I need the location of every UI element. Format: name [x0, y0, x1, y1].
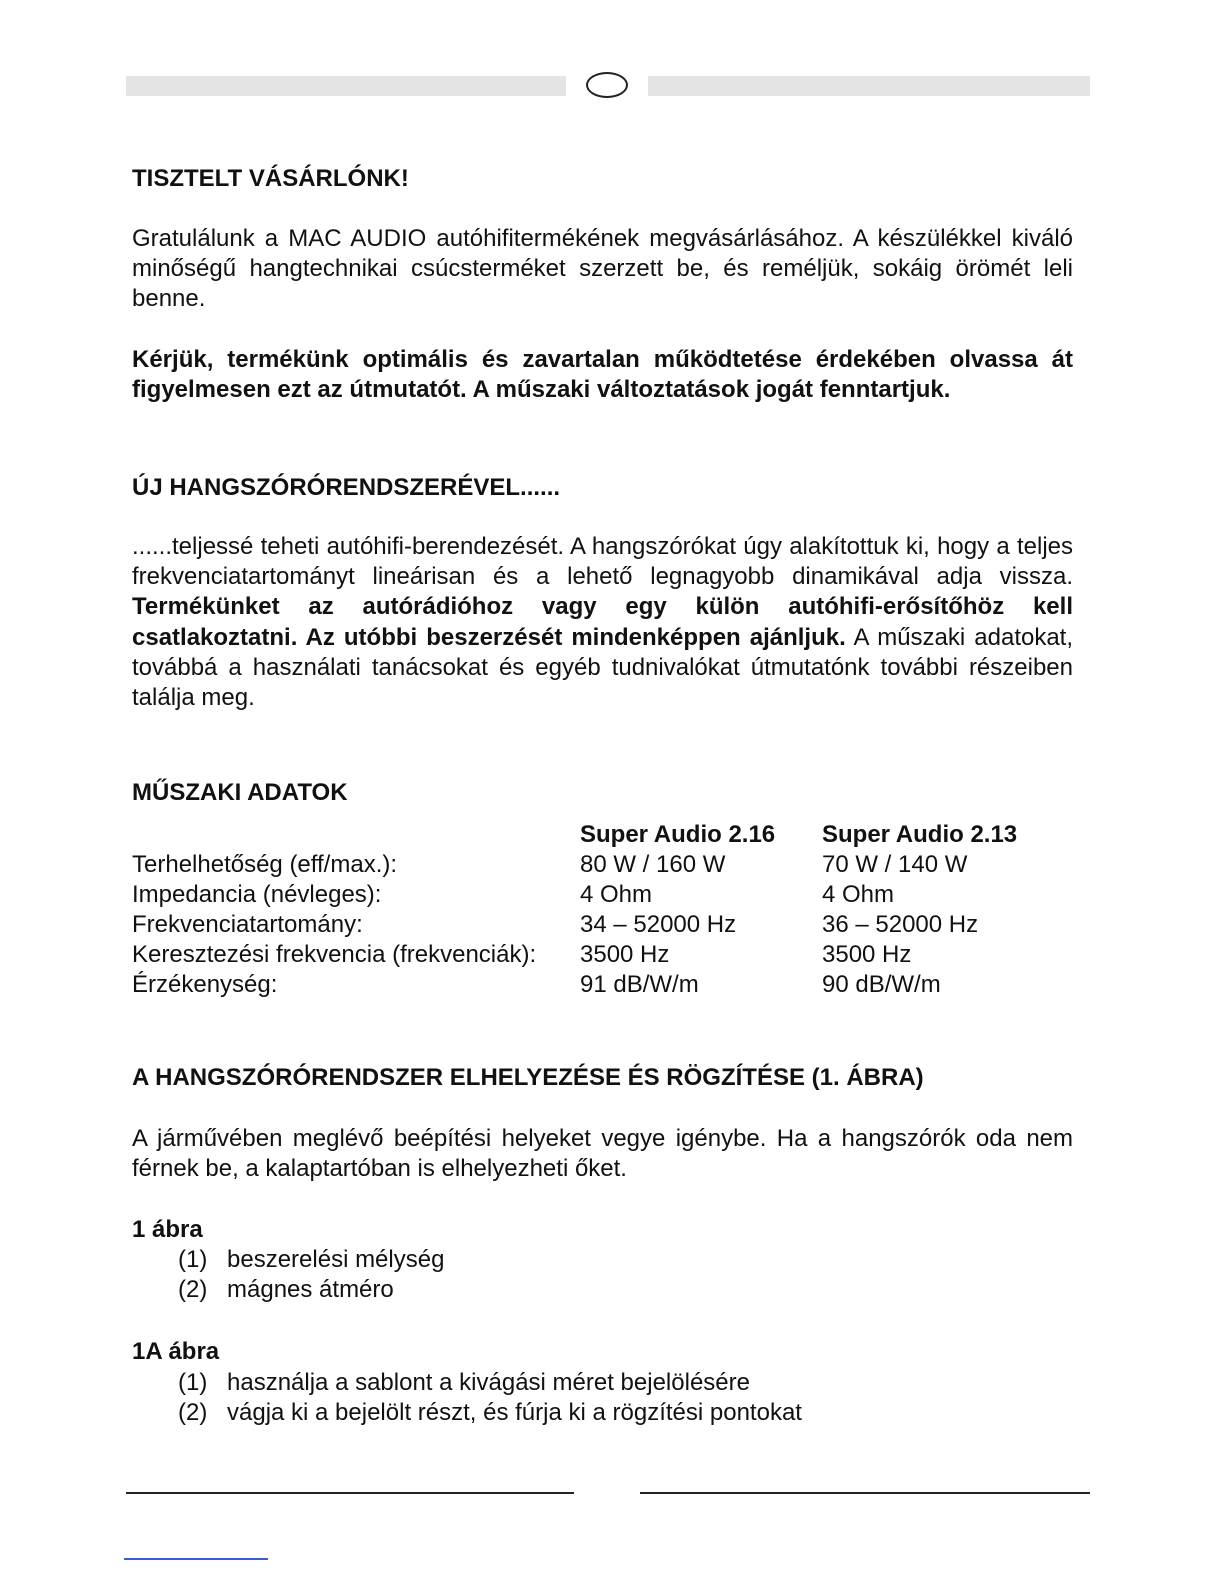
spec-label: Frekvenciatartomány: — [132, 911, 363, 938]
spec-value: 34 – 52000 Hz — [580, 911, 737, 938]
spec-value: 91 dB/W/m — [580, 971, 699, 998]
footer-rule-left — [126, 1492, 574, 1494]
system-heading: ÚJ HANGSZÓRÓRENDSZERÉVEL...... — [132, 474, 561, 501]
spec-label: Terhelhetőség (eff/max.): — [132, 851, 398, 878]
spec-value: 90 dB/W/m — [822, 971, 941, 998]
item-number: (2) — [178, 1399, 208, 1426]
figure-1-title: 1 ábra — [132, 1216, 203, 1243]
footer-blue-underline — [124, 1558, 268, 1560]
system-paragraph — [132, 532, 1073, 713]
footer-rule-right — [640, 1492, 1090, 1494]
figure-1-item — [178, 1276, 394, 1304]
system-text-1: ......teljessé teheti autóhifi-berendezését. A hangszórókat úgy alakítottuk ki, hogy a teljes frekvenciatartományt lineárisan és a lehető legnagyobb dinamikával adja vissza. — [132, 533, 1073, 591]
figure-1a-item — [178, 1399, 802, 1427]
spec-label: Keresztezési frekvencia (frekvenciák): — [132, 941, 537, 968]
spec-value: 36 – 52000 Hz — [822, 911, 979, 938]
figure-1a-item — [178, 1369, 750, 1397]
item-text: vágja ki a bejelölt részt, és fúrja ki a rögzítési pontokat — [227, 1399, 802, 1426]
header-bar-right — [648, 76, 1090, 96]
spec-value: 4 Ohm — [580, 881, 653, 908]
specs-heading: MŰSZAKI ADATOK — [132, 779, 348, 806]
intro-paragraph: Gratulálunk a MAC AUDIO autóhifitermékének megvásárlásához. A készülékkel kiváló minőségű hangtechnikai csúcsterméket szerzett be, és reméljük, sokáig örömét leli benne. — [132, 225, 1073, 313]
item-text: mágnes átméro — [227, 1276, 394, 1303]
spec-value: 80 W / 160 W — [580, 851, 726, 878]
model-header: Super Audio 2.13 — [822, 821, 1018, 848]
item-text: beszerelési mélység — [227, 1246, 445, 1273]
item-number: (1) — [178, 1246, 208, 1273]
item-number: (2) — [178, 1276, 208, 1303]
figure-1a-title: 1A ábra — [132, 1338, 220, 1365]
figure-1-item — [178, 1246, 444, 1274]
item-text: használja a sablont a kivágási méret bejelölésére — [227, 1369, 750, 1396]
spec-value: 70 W / 140 W — [822, 851, 968, 878]
spec-label: Érzékenység: — [132, 971, 278, 998]
spec-value: 4 Ohm — [822, 881, 895, 908]
spec-value: 3500 Hz — [822, 941, 912, 968]
item-number: (1) — [178, 1369, 208, 1396]
notice-paragraph: Kérjük, termékünk optimális és zavartalan működtetése érdekében olvassa át figyelmesen ezt az útmutatót. A műszaki változtatások jogát fenntartjuk. — [132, 346, 1073, 404]
greeting-heading: TISZTELT VÁSÁRLÓNK! — [132, 165, 409, 192]
header-bar-left — [126, 76, 566, 96]
system-text-2: A műszaki adatokat, továbbá a használati tanácsokat és egyéb tudnivalókat útmutatónk további részeiben találja meg. — [132, 623, 1074, 712]
language-oval-badge — [586, 72, 628, 98]
mounting-heading: A HANGSZÓRÓRENDSZER ELHELYEZÉSE ÉS RÖGZÍTÉSE (1. ÁBRA) — [132, 1064, 924, 1091]
spec-value: 3500 Hz — [580, 941, 670, 968]
spec-label: Impedancia (névleges): — [132, 881, 382, 908]
mounting-paragraph: A járművében meglévő beépítési helyeket vegye igénybe. Ha a hangszórók oda nem férnek be, a kalaptartóban is elhelyezheti őket. — [132, 1125, 1073, 1183]
system-text-bold: Termékünket az autórádióhoz vagy egy külön autóhifi-erősítőhöz kell csatlakoztatni. Az utóbbi beszerzését mindenképpen ajánljuk. — [132, 593, 1073, 651]
model-header: Super Audio 2.16 — [580, 821, 776, 848]
